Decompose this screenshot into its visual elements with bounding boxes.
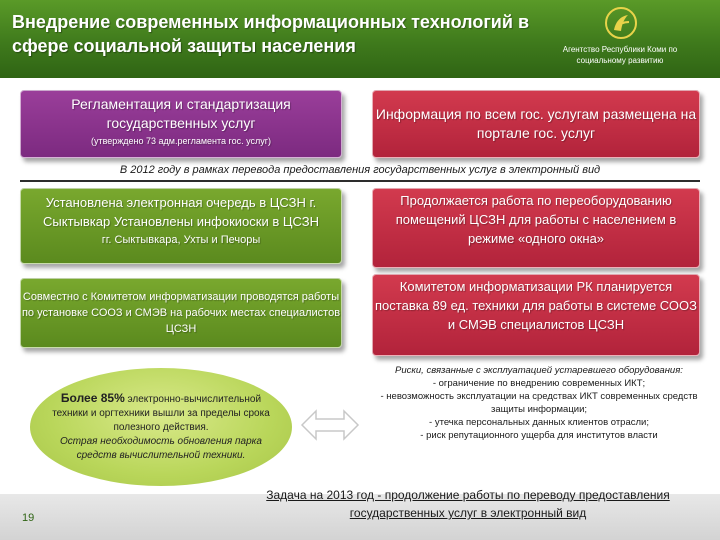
divider	[20, 180, 700, 182]
ellipse-italic: Острая необходимость обновления парка средств вычислительной техники.	[60, 436, 262, 461]
reequip-text: Продолжается работа по переоборудованию помещений ЦСЗН для работы с населением в режиме «одного окна»	[395, 193, 677, 246]
ellipse-body: электронно-вычислительной техники и оргтехники вышли за пределы срока полезного действия.	[52, 394, 270, 433]
queue-subtext: гг. Сыктывкара, Ухты и Печоры	[101, 234, 261, 246]
risk-item: - риск репутационного ущерба для институтов власти	[420, 430, 658, 441]
risk-item: - утечка персональных данных клиентов отрасли;	[429, 417, 649, 428]
risks-block	[378, 364, 700, 442]
risk-item: - ограничение по внедрению современных ИКТ;	[432, 378, 646, 389]
note-2012: В 2012 году в рамках перевода предоставления государственных услуг в электронный вид	[119, 164, 601, 176]
agency-name: Агентство Республики Коми по социальному развитию	[562, 45, 678, 65]
regulation-subtext: (утверждено 73 адм.регламента гос. услуг)	[90, 136, 272, 146]
sooz-text: Совместно с Комитетом информатизации проводятся работы по установке СООЗ и СМЭВ на рабочих местах специалистов ЦСЗН	[21, 291, 341, 335]
reequip-box	[372, 188, 700, 268]
ellipse-lead: Более 85%	[60, 391, 125, 405]
header-bar	[0, 0, 720, 78]
agency-logo-icon	[604, 6, 638, 40]
queue-box	[20, 188, 342, 264]
info-portal-box	[372, 90, 700, 158]
regulation-box	[20, 90, 342, 158]
regulation-text: Регламентация и стандартизация государственных услуг	[71, 96, 291, 131]
page-title: Внедрение современных информационных технологий в сфере социальной защиты населения	[12, 12, 530, 56]
sooz-box	[20, 278, 342, 348]
supply-text: Комитетом информатизации РК планируется поставка 89 ед. техники для работы в системе СООЗ и СМЭВ специалистов ЦСЗН	[375, 279, 697, 332]
risks-heading: Риски, связанные с эксплуатацией устаревшего оборудования:	[395, 365, 683, 376]
page-number: 19	[22, 512, 35, 524]
risk-item: - невозможность эксплуатации на средствах ИКТ современных средств защиты информации;	[380, 391, 698, 415]
task-2013: Задача на 2013 год - продолжение работы по переводу предоставления государственных услуг в электронный вид	[266, 488, 670, 520]
ellipse-text	[48, 391, 274, 463]
supply-box	[372, 274, 700, 356]
queue-text: Установлена электронная очередь в ЦСЗН г. Сыктывкар Установлены инфокиоски в ЦСЗН	[43, 195, 319, 229]
equipment-ellipse	[30, 368, 292, 486]
double-arrow-icon	[300, 408, 360, 442]
info-portal-text: Информация по всем гос. услугам размещена на портале гос. услуг	[375, 106, 697, 141]
